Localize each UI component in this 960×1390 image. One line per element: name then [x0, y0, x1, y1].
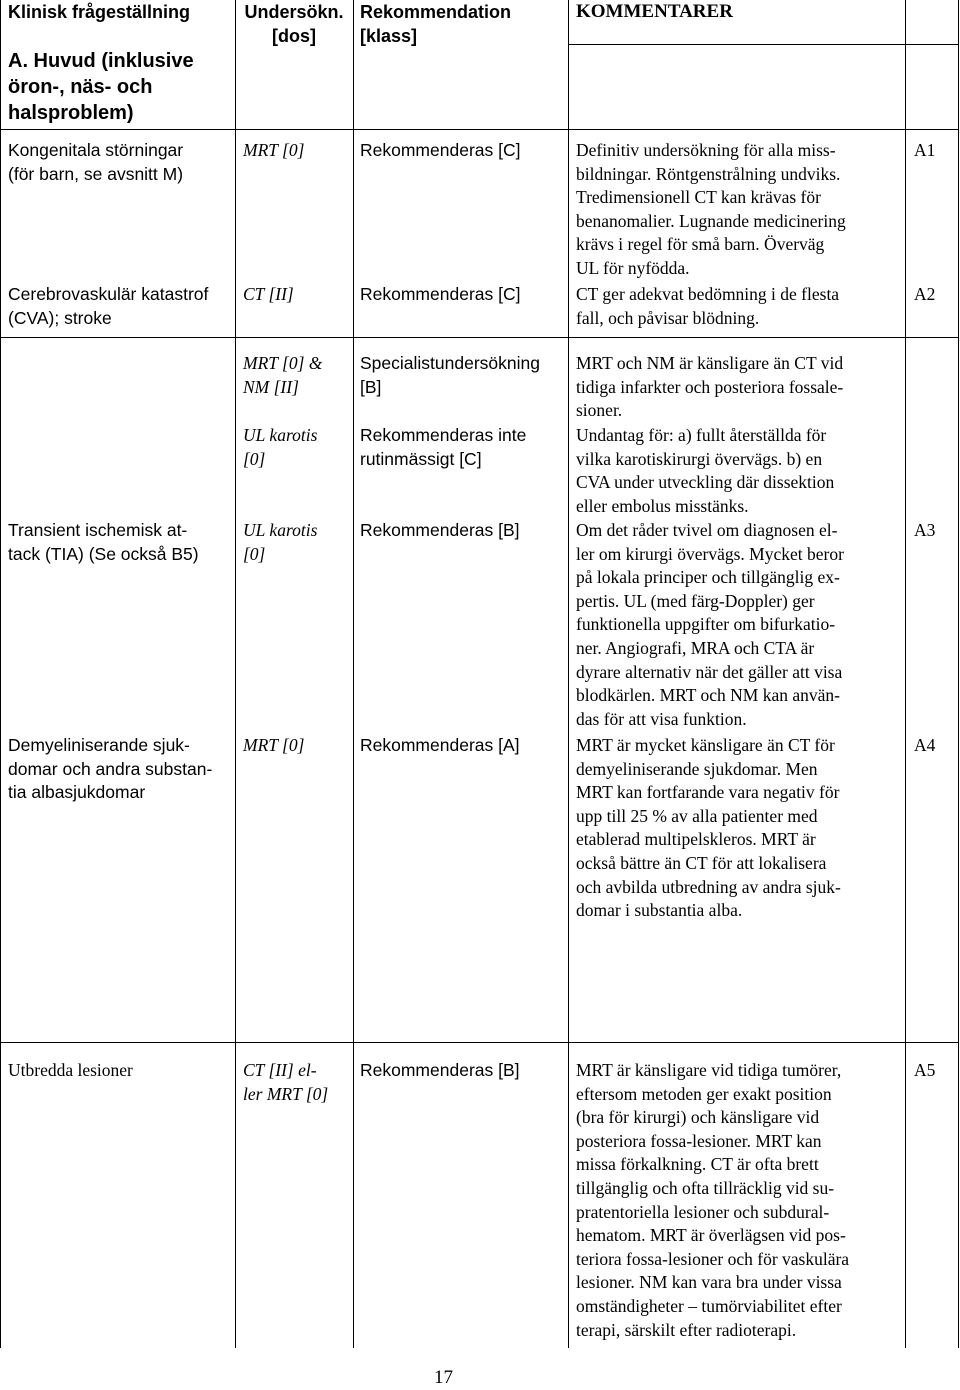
row-a4-code: A4: [914, 735, 936, 755]
tia-exam-a: MRT [0] & NM [II]: [243, 353, 323, 397]
row-divider-2: [0, 1042, 959, 1043]
row-a2-exam: CT [II]: [243, 284, 294, 304]
col-divider-3: [568, 0, 569, 1348]
row-a2-condition: Cerebrovaskulär katastrof (CVA); stroke: [8, 284, 209, 328]
tia-comment-b: Undantag för: a) fullt återställda för vilka karotiskirurgi övervägs. b) en CVA under utveckling där dissektion eller embolus misstänks.: [576, 425, 835, 516]
header-comments: KOMMENTARER: [576, 1, 733, 22]
row-divider-1: [0, 337, 959, 338]
row-a4-condition: Demyeliniserande sjuk- domar och andra substan- tia albasjukdomar: [8, 735, 213, 803]
row-a3-recommendation: Rekommenderas [B]: [360, 520, 520, 540]
row-a1-condition: Kongenitala störningar (för barn, se avsnitt M): [8, 140, 184, 184]
row-a2-comment: CT ger adekvat bedömning i de flesta fall, och påvisar blödning.: [576, 284, 840, 328]
tia-exam-b: UL karotis [0]: [243, 425, 318, 469]
header-recommendation: Rekommendation [klass]: [360, 2, 512, 46]
row-a5-condition: Utbredda lesioner: [8, 1060, 133, 1080]
row-a3-exam: UL karotis [0]: [243, 520, 318, 564]
section-divider: [0, 129, 959, 130]
row-a3-comment: Om det råder tvivel om diagnosen el- ler om kirurgi övervägs. Mycket beror på lokala principer och tillgänglig ex- pertis. UL (med färg-Doppler) ger funktionella uppgifter om bifurkatio- ner. Angiografi, MRA och CTA är dyrare alternativ när det gäller att visa blodkärlen. MRT och NM kan använ- das för att visa funktion.: [576, 520, 844, 729]
header-exam: Undersökn. [dos]: [244, 2, 344, 46]
row-a2-code: A2: [914, 284, 936, 304]
header-condition: Klinisk frågeställning: [8, 2, 191, 22]
row-a4-exam: MRT [0]: [243, 735, 305, 755]
section-title: A. Huvud (inklusive öron-, näs- och halsproblem): [8, 50, 194, 124]
col-divider-2: [353, 0, 354, 1348]
tia-comment-a: MRT och NM är känsligare än CT vid tidiga infarkter och posteriora fossale- sioner.: [576, 353, 844, 421]
row-a4-comment: MRT är mycket känsligare än CT för demyeliniserande sjukdomar. Men MRT kan fortfarande vara negativ för upp till 25 % av alla patienter med etablerad multipelskleros. MRT är också bättre än CT för att lokalisera och avbilda utbredning av andra sjuk- domar i substantia alba.: [576, 735, 841, 921]
row-a1-recommendation: Rekommenderas [C]: [360, 140, 521, 160]
row-a1-code: A1: [914, 140, 936, 160]
row-a3-code: A3: [914, 520, 936, 540]
row-a1-exam: MRT [0]: [243, 140, 305, 160]
table-border-left: [0, 0, 1, 1348]
row-a5-exam: CT [II] el- ler MRT [0]: [243, 1060, 329, 1104]
row-a3-condition: Transient ischemisk at- tack (TIA) (Se också B5): [8, 520, 199, 564]
col-divider-1: [235, 0, 236, 1348]
tia-recommendation-a: Specialistundersökning [B]: [360, 353, 540, 397]
row-a4-recommendation: Rekommenderas [A]: [360, 735, 520, 755]
table-border-right: [958, 0, 959, 1348]
header-divider: [568, 44, 959, 45]
row-a1-comment: Definitiv undersökning för alla miss- bildningar. Röntgenstrålning undviks. Tredimensionell CT kan krävas för benanomalier. Lugnande medicinering krävs i regel för små barn. Överväg UL för nyfödda.: [576, 140, 846, 278]
row-a5-recommendation: Rekommenderas [B]: [360, 1060, 520, 1080]
col-divider-4: [905, 0, 906, 1348]
page-number: 17: [434, 1367, 453, 1388]
row-a5-code: A5: [914, 1060, 936, 1080]
row-a2-recommendation: Rekommenderas [C]: [360, 284, 521, 304]
row-a5-comment: MRT är känsligare vid tidiga tumörer, eftersom metoden ger exakt position (bra för kirurgi) och känsligare vid posteriora fossa-lesioner. MRT kan missa förkalkning. CT är ofta brett tillgänglig och ofta tillräcklig vid su- pratentoriella lesioner och subdural- hematom. MRT är överlägsen vid pos- teriora fossa-lesioner och för vaskulära lesioner. NM kan vara bra under vissa omständigheter – tumörviabilitet efter terapi, särskilt efter radioterapi.: [576, 1060, 850, 1340]
tia-recommendation-b: Rekommenderas inte rutinmässigt [C]: [360, 425, 527, 469]
